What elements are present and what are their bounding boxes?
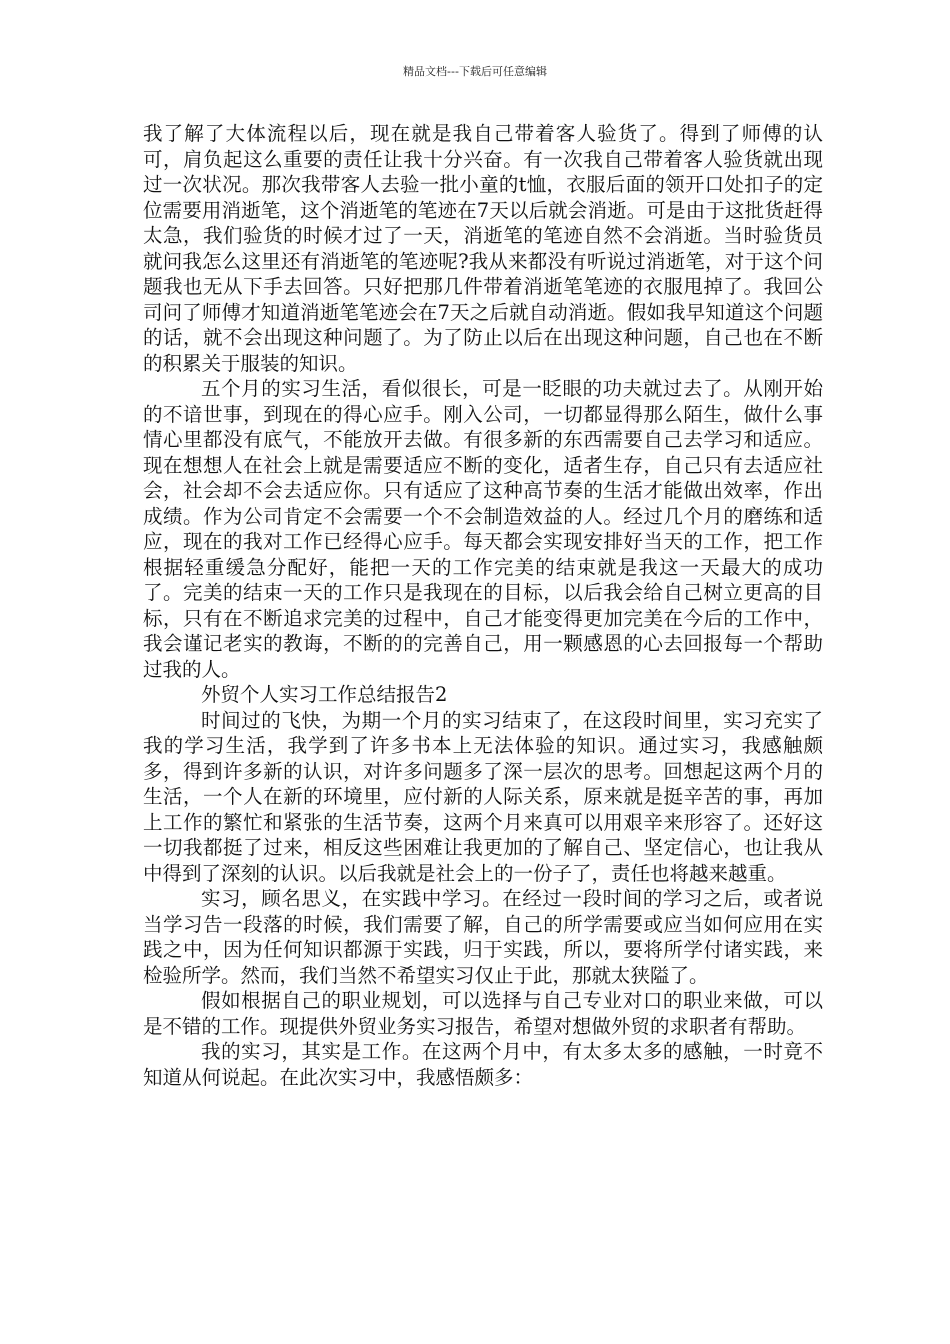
document-body (143, 121, 823, 1090)
paragraph-5: 假如根据自己的职业规划，可以选择与自己专业对口的职业来做，可以是不错的工作。现提供外贸业务实习报告，希望对想做外贸的求职者有帮助。 (143, 989, 823, 1038)
paragraph-2: 五个月的实习生活，看似很长，可是一眨眼的功夫就过去了。从刚开始的不谙世事，到现在的得心应手。刚入公司，一切都显得那么陌生，做什么事情心里都没有底气，不能放开去做。有很多新的东西需要自己去学习和适应。现在想想人在社会上就是需要适应不断的变化，适者生存，自己只有去适应社会，社会却不会去适应你。只有适应了这种高节奏的生活才能做出效率，作出成绩。作为公司肯定不会需要一个不会制造效益的人。经过几个月的磨练和适应，现在的我对工作已经得心应手。每天都会实现安排好当天的工作，把工作根据轻重缓急分配好，能把一天的工作完美的结束就是我这一天最大的成功了。完美的结束一天的工作只是我现在的目标，以后我会给自己树立更高的目标，只有在不断追求完美的过程中，自己才能变得更加完美在今后的工作中，我会谨记老实的教诲，不断的的完善自己，用一颗感恩的心去回报每一个帮助过我的人。 (143, 377, 823, 681)
section-heading: 外贸个人实习工作总结报告2 (201, 683, 448, 706)
paragraph-4: 实习，顾名思义，在实践中学习。在经过一段时间的学习之后，或者说当学习告一段落的时候，我们需要了解，自己的所学需要或应当如何应用在实践之中，因为任何知识都源于实践，归于实践，所以，要将所学付诸实践，来检验所学。然而，我们当然不希望实习仅止于此，那就太狭隘了。 (143, 887, 823, 987)
paragraph-3: 时间过的飞快，为期一个月的实习结束了，在这段时间里，实习充实了我的学习生活，我学到了许多书本上无法体验的知识。通过实习，我感触颇多，得到许多新的认识，对许多问题多了深一层次的思考。回想起这两个月的生活，一个人在新的环境里，应付新的人际关系，原来就是挺辛苦的事，再加上工作的繁忙和紧张的生活节奏，这两个月来真可以用艰辛来形容了。还好这一切我都挺了过来，相反这些困难让我更加的了解自己、坚定信心，也让我从中得到了深刻的认识。以后我就是社会上的一份子了，责任也将越来越重。 (143, 708, 823, 885)
paragraph-6: 我的实习，其实是工作。在这两个月中，有太多太多的感触，一时竟不知道从何说起。在此次实习中，我感悟颇多： (143, 1040, 823, 1089)
paragraph-1: 我了解了大体流程以后，现在就是我自己带着客人验货了。得到了师傅的认可，肩负起这么重要的责任让我十分兴奋。有一次我自己带着客人验货就出现过一次状况。那次我带客人去验一批小童的t恤，衣服后面的领开口处扣子的定位需要用消逝笔，这个消逝笔的笔迹在7天以后就会消逝。可是由于这批货赶得太急，我们验货的时候才过了一天，消逝笔的笔迹自然不会消逝。当时验货员就问我怎么这里还有消逝笔的笔迹呢?我从来都没有听说过消逝笔，对于这个问题我也无从下手去回答。只好把那几件带着消逝笔笔迹的衣服甩掉了。我回公司问了师傅才知道消逝笔笔迹会在7天之后就自动消逝。假如我早知道这个问题的话，就不会出现这种问题了。为了防止以后在出现这种问题，自己也在不断的积累关于服装的知识。 (143, 122, 823, 375)
page-header: 精品文档---下载后可任意编辑 (403, 65, 547, 78)
